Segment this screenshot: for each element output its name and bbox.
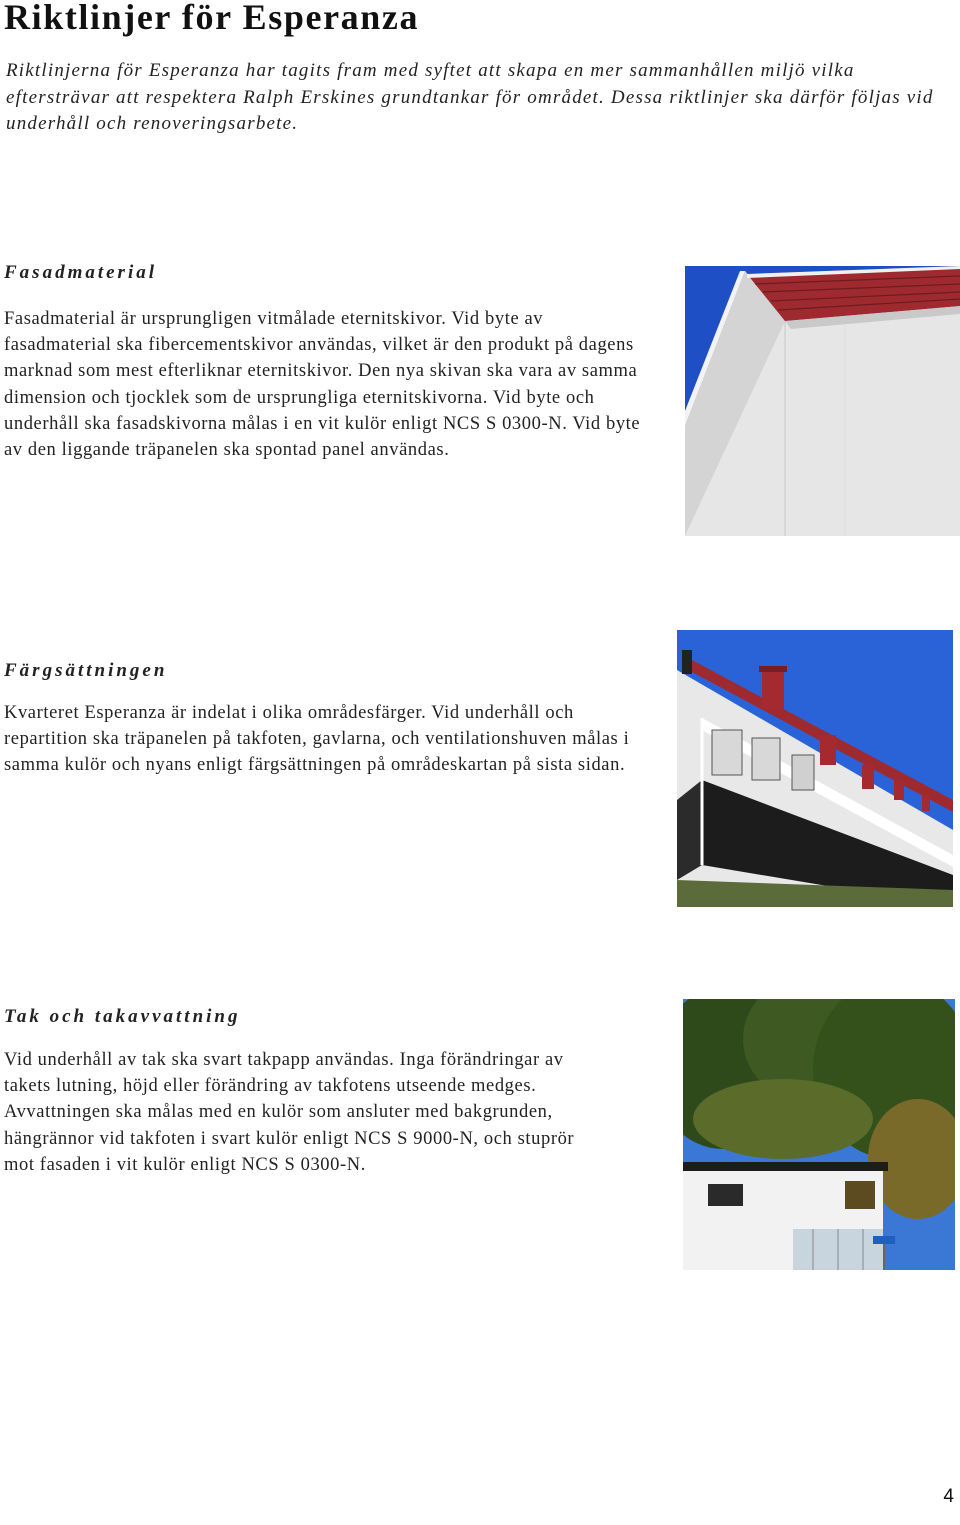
section-heading-fargsattningen: Färgsättningen xyxy=(4,660,168,681)
section-heading-tak: Tak och takavvattning xyxy=(4,1006,241,1027)
section-text-tak: Vid underhåll av tak ska svart takpapp användas. Inga förändringar av takets lutning, höjd eller förändring av takfotens utseende medges. Avvattningen ska målas med en kulör som ansluter med bakgrunden, hängrännor vid takfoten i svart kulör enligt NCS S 9000-N, och stuprör mot fasaden i vit kulör enligt NCS S 0300-N. xyxy=(4,1050,575,1175)
roof-and-trees-photo xyxy=(683,999,955,1270)
page-title: Riktlinjer för Esperanza xyxy=(4,0,420,37)
section-heading-fasadmaterial: Fasadmaterial xyxy=(4,262,158,283)
section-text-fargsattningen: Kvarteret Esperanza är indelat i olika områdesfärger. Vid underhåll och repartition ska träpanelen på takfoten, gavlarna, och ventilationshuven målas i samma kulör och nyans enligt färgsättningen på områdeskartan på sista sidan. xyxy=(4,703,630,776)
section-text-fasadmaterial: Fasadmaterial är ursprungligen vitmålade eternitskivor. Vid byte av fasadmaterial ska fibercementskivor användas, vilket är den produkt på dagens marknad som mest efterliknar eternitskivor. Den nya skivan ska vara av samma dimension och tjocklek som de ursprungliga eternitskivorna. Vid byte och underhåll ska fasadskivorna målas i en vit kulör enligt NCS S 0300-N. Vid byte av den liggande träpanelen ska spontad panel användas. xyxy=(4,309,641,461)
page-number: 4 xyxy=(943,1486,954,1507)
intro-paragraph: Riktlinjerna för Esperanza har tagits fram med syftet att skapa en mer sammanhållen miljö vilka eftersträvar att respektera Ralph Erskines grundtankar för området. Dessa riktlinjer ska därför följas vid underhåll och renoveringsarbete. xyxy=(6,60,934,134)
facade-photo xyxy=(685,266,960,536)
terraced-houses-photo xyxy=(677,630,953,907)
